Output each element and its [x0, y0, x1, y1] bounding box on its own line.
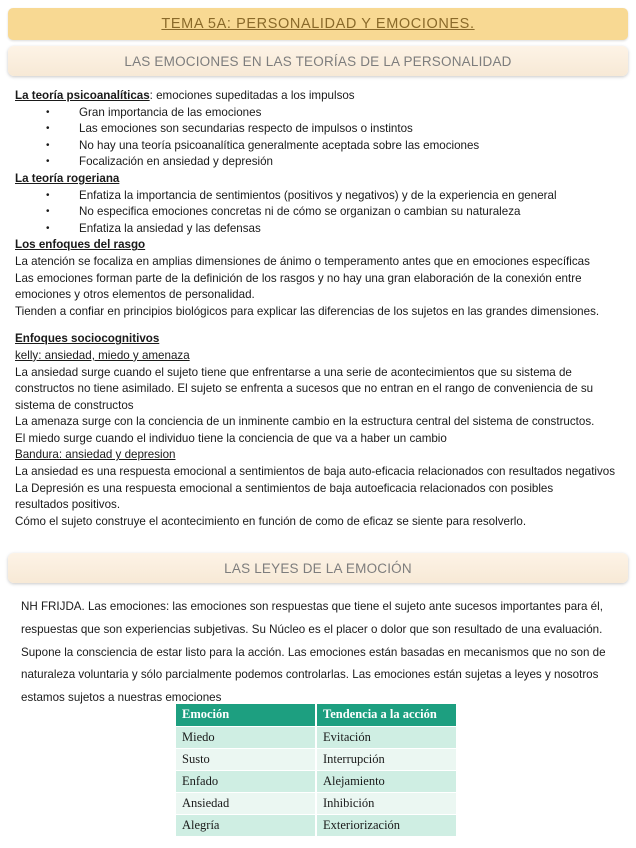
table-cell: Alejamiento [316, 770, 456, 792]
paragraph-line: resultados positivos. [15, 498, 121, 512]
spacer [15, 320, 621, 331]
table-cell: Inhibición [316, 792, 456, 814]
list-item [15, 188, 621, 205]
paragraph-line: La Depresión es una respuesta emocional a sentimientos de baja autoeficacia relacionados con posibles [15, 481, 554, 495]
table-row [176, 814, 456, 836]
table-cell: Enfado [176, 770, 316, 792]
bandura-line [15, 447, 621, 464]
section-title: LAS EMOCIONES EN LAS TEORÍAS DE LA PERSONALIDAD [124, 53, 512, 69]
bullet-icon: • [46, 139, 50, 151]
bullet-text: Gran importancia de las emociones [79, 105, 262, 119]
bullet-text: No especifica emociones concretas ni de cómo se organizan o cambian su naturaleza [79, 205, 521, 219]
table-cell: Miedo [176, 726, 316, 748]
paragraph-line: La atención se focaliza en amplias dimensiones de ánimo o temperamento antes que en emociones específicas [15, 254, 590, 268]
psicoanalitica-heading: La teoría psicoanalíticas [15, 89, 150, 102]
personality-theories-content [15, 88, 621, 530]
bullet-icon: • [46, 123, 50, 135]
kelly-line [15, 348, 621, 365]
list-item [15, 154, 621, 171]
paragraph-line: La amenaza surge con la conciencia de un inminente cambio en la estructura central del sistema de constructos. [15, 415, 595, 429]
bullet-text: No hay una teoría psicoanalítica generalmente aceptada sobre las emociones [79, 138, 480, 152]
paragraph-line: sistema de constructos [15, 398, 134, 412]
frijda-paragraph [21, 596, 611, 710]
paragraph-line: NH FRIJDA. Las emociones: las emociones son respuestas que tiene el sujeto ante sucesos importantes para él, [21, 600, 603, 613]
socio-heading: Enfoques sociocognitivos [15, 332, 160, 346]
paragraph-line: naturaleza voluntaria y sólo parcialmente podemos controlarlas. Las emociones están sujetas a leyes y nosotros [21, 668, 599, 682]
section-banner-leyes [8, 553, 628, 583]
paragraph-line: Las emociones forman parte de la definición de los rasgos y no hay una gran elaboración de la conexión entre [15, 271, 582, 285]
emotion-table [176, 704, 456, 836]
table-cell: Alegría [176, 814, 316, 836]
paragraph-line: La ansiedad es una respuesta emocional a sentimientos de baja auto-eficacia relacionados con resultados negativos [15, 465, 616, 479]
paragraph-line: constructos no tiene asimilado. El sujeto se enfrenta a sucesos que no entran en el rango de conveniencia de su [15, 382, 594, 396]
section-banner-personalidad [8, 46, 628, 76]
bullet-icon: • [46, 106, 50, 118]
table-row [176, 792, 456, 814]
table-row [176, 770, 456, 792]
psicoanalitica-rest: : emociones supeditadas a los impulsos [149, 89, 355, 102]
paragraph-line: respuestas que son experiencias subjetivas. Su Núcleo es el placer o dolor que son resultado de una evaluación. [21, 622, 603, 636]
bullet-icon: • [46, 156, 50, 168]
paragraph-line: Cómo el sujeto construye el acontecimiento en función de como de eficaz se siente para resolverlo. [15, 514, 527, 528]
table-header-cell: Tendencia a la acción [316, 704, 456, 726]
paragraph-line: El miedo surge cuando el individuo tiene la conciencia de que va a haber un cambio [15, 431, 447, 445]
kelly-heading: kelly: ansiedad, miedo y amenaza [15, 348, 190, 362]
paragraph-line: emociones y otros elementos de personalidad. [15, 288, 255, 302]
table-cell: Exteriorización [316, 814, 456, 836]
table-header-cell: Emoción [176, 704, 316, 726]
rasgo-line [15, 237, 621, 254]
bullet-icon: • [46, 189, 50, 201]
bullet-text: Enfatiza la ansiedad y las defensas [79, 221, 261, 235]
section-title: LAS LEYES DE LA EMOCIÓN [224, 560, 412, 576]
list-item [15, 204, 621, 221]
bullet-text: Focalización en ansiedad y depresión [79, 155, 273, 169]
socio-line [15, 331, 621, 348]
paragraph-line: La ansiedad surge cuando el sujeto tiene que enfrentarse a una serie de acontecimientos que su sistema de [15, 365, 572, 379]
bullet-icon: • [46, 222, 50, 234]
list-item [15, 221, 621, 238]
bullet-text: Las emociones son secundarias respecto de impulsos o instintos [79, 122, 413, 136]
table-cell: Ansiedad [176, 792, 316, 814]
paragraph-line: estamos sujetos a nuestras emociones [21, 691, 222, 705]
page-title: TEMA 5A: PERSONALIDAD Y EMOCIONES. [161, 16, 475, 32]
list-item [15, 121, 621, 138]
bullet-icon: • [46, 206, 50, 218]
paragraph-line: Tienden a confiar en principios biológicos para explicar las diferencias de los sujetos en las grandes dimensiones. [15, 304, 600, 318]
list-item [15, 138, 621, 155]
table-cell: Interrupción [316, 748, 456, 770]
bandura-heading: Bandura: ansiedad y depresion [15, 448, 176, 462]
table-row [176, 748, 456, 770]
psicoanalitica-line [15, 88, 621, 105]
paragraph-line: Supone la consciencia de estar listo para la acción. Las emociones están basadas en mecanismos que no son de [21, 645, 606, 659]
table-row [176, 726, 456, 748]
title-banner [8, 8, 628, 40]
table-cell: Evitación [316, 726, 456, 748]
list-item [15, 105, 621, 122]
table-header-row [176, 704, 456, 726]
rogeriana-line [15, 171, 621, 188]
table-cell: Susto [176, 748, 316, 770]
rogeriana-heading: La teoría rogeriana [15, 171, 120, 185]
bullet-text: Enfatiza la importancia de sentimientos (positivos y negativos) y de la experiencia en general [79, 188, 557, 202]
rasgo-heading: Los enfoques del rasgo [15, 238, 146, 252]
